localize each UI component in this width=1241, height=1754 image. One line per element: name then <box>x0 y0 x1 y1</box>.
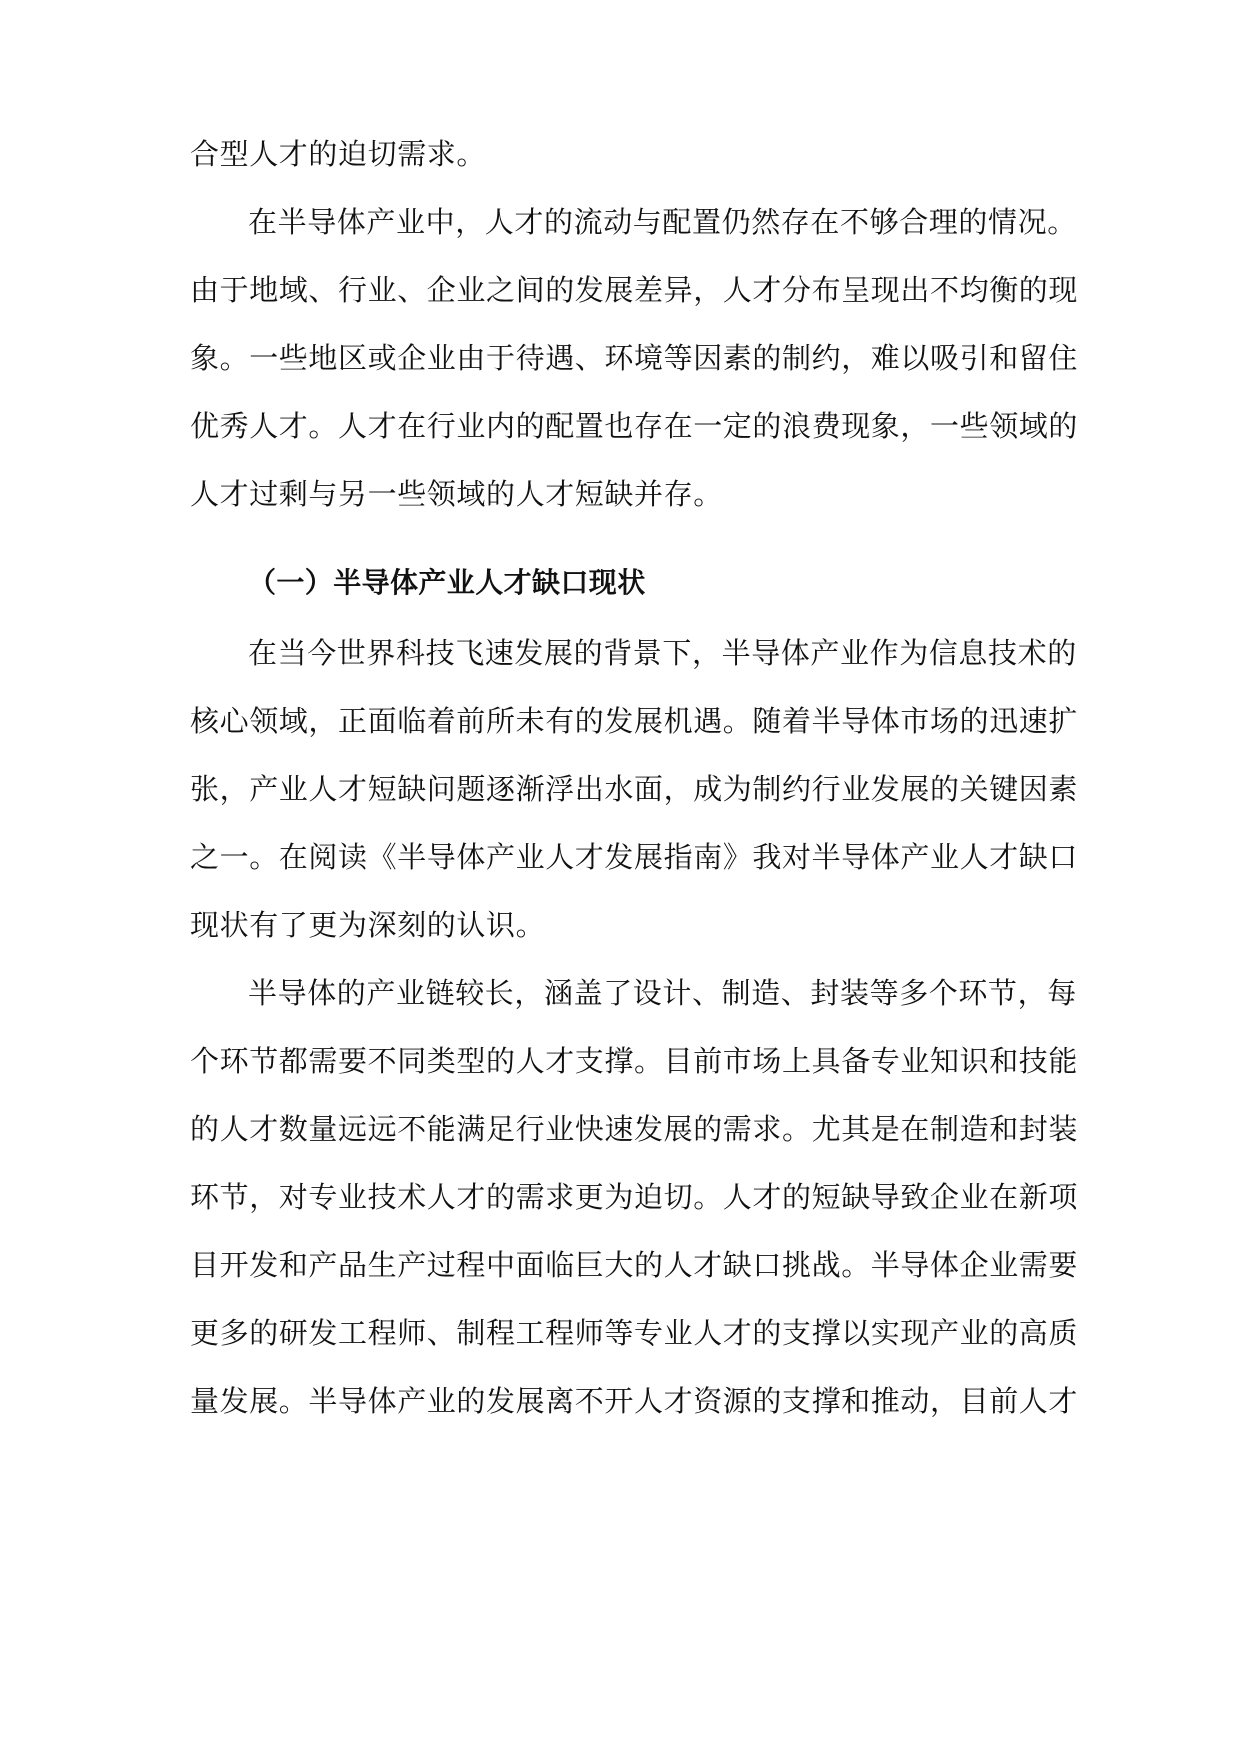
paragraph-4-line-1: 半导体的产业链较长，涵盖了设计、制造、封装等多个环节，每 <box>248 976 1077 1010</box>
paragraph-4-line-4: 环节，对专业技术人才的需求更为迫切。人才的短缺导致企业在新项 <box>190 1180 1079 1214</box>
paragraph-2-line-4: 优秀人才。人才在行业内的配置也存在一定的浪费现象，一些领域的 <box>190 409 1079 443</box>
paragraph-1-line-1: 合型人才的迫切需求。 <box>190 137 487 171</box>
paragraph-2-line-1: 在半导体产业中，人才的流动与配置仍然存在不够合理的情况。 <box>248 205 1077 239</box>
paragraph-2-line-5: 人才过剩与另一些领域的人才短缺并存。 <box>190 477 723 511</box>
section-heading: （一）半导体产业人才缺口现状 <box>248 566 646 599</box>
paragraph-3-line-2: 核心领域，正面临着前所未有的发展机遇。随着半导体市场的迅速扩 <box>190 704 1079 738</box>
paragraph-2-line-3: 象。一些地区或企业由于待遇、环境等因素的制约，难以吸引和留住 <box>190 341 1079 375</box>
paragraph-4-line-3: 的人才数量远远不能满足行业快速发展的需求。尤其是在制造和封装 <box>190 1112 1079 1146</box>
paragraph-3-line-1: 在当今世界科技飞速发展的背景下，半导体产业作为信息技术的 <box>248 636 1077 670</box>
paragraph-4-line-2: 个环节都需要不同类型的人才支撑。目前市场上具备专业知识和技能 <box>190 1044 1079 1078</box>
paragraph-3-line-5: 现状有了更为深刻的认识。 <box>190 908 546 942</box>
paragraph-4-line-7: 量发展。半导体产业的发展离不开人才资源的支撑和推动，目前人才 <box>190 1384 1079 1418</box>
paragraph-4-line-5: 目开发和产品生产过程中面临巨大的人才缺口挑战。半导体企业需要 <box>190 1248 1079 1282</box>
paragraph-2-line-2: 由于地域、行业、企业之间的发展差异，人才分布呈现出不均衡的现 <box>190 273 1079 307</box>
paragraph-3-line-4: 之一。在阅读《半导体产业人才发展指南》我对半导体产业人才缺口 <box>190 840 1079 874</box>
paragraph-3-line-3: 张，产业人才短缺问题逐渐浮出水面，成为制约行业发展的关键因素 <box>190 772 1079 806</box>
paragraph-4-line-6: 更多的研发工程师、制程工程师等专业人才的支撑以实现产业的高质 <box>190 1316 1079 1350</box>
